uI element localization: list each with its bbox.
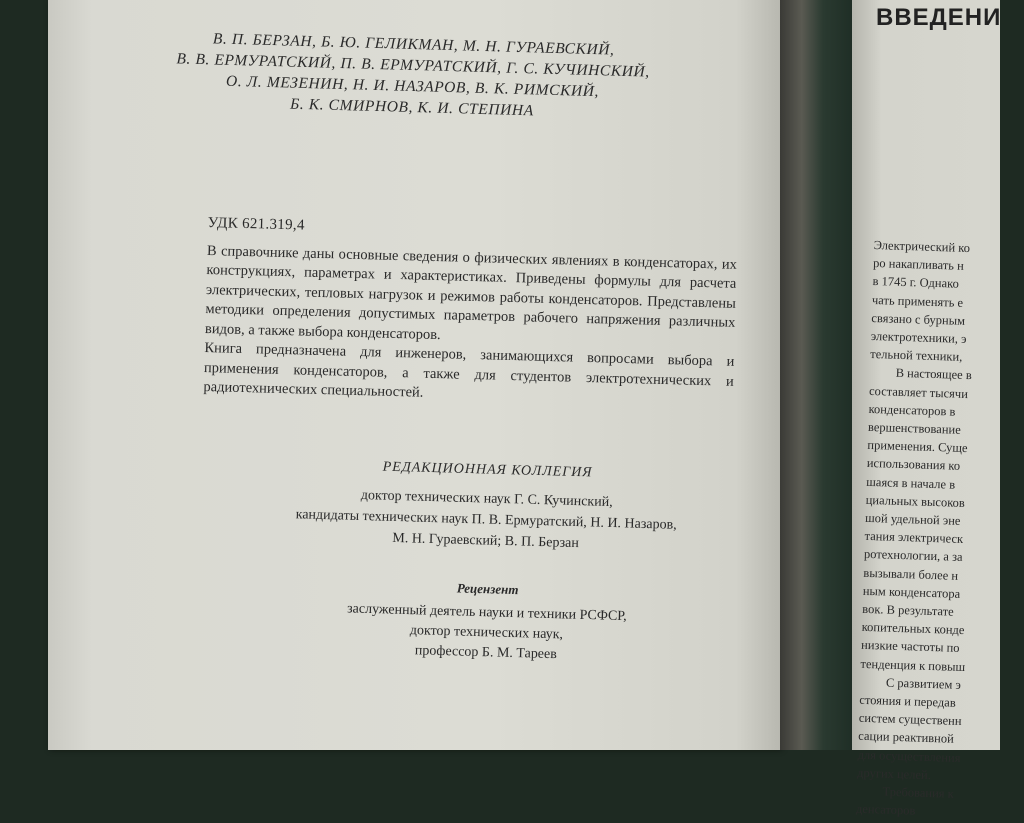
text-line: применения. Суще [867, 438, 968, 456]
chapter-title: ВВЕДЕНИ [876, 4, 1002, 31]
text-line: сации реактивной [858, 729, 954, 747]
text-line: тания электрическ [864, 529, 964, 547]
reviewer-line: заслуженный деятель науки и техники РСФСР, [346, 601, 627, 625]
author-line: Б. К. СМИРНОВ, К. И. СТЕПИНА [289, 95, 534, 120]
text-line: ро накапливать н [872, 256, 965, 274]
text-line: систем существенн [858, 711, 962, 729]
text-line: С развитием э [885, 675, 962, 692]
book-gutter [780, 0, 852, 750]
reviewer-line: доктор технических наук, [409, 623, 564, 643]
text-line: Требования к [882, 784, 954, 801]
text-line: чать применять е [871, 292, 964, 310]
text-line: электротехники, э [870, 328, 967, 346]
abstract-block [203, 214, 738, 411]
author-line: О. Л. МЕЗЕНИН, Н. И. НАЗАРОВ, В. К. РИМСКИЙ, [225, 72, 600, 101]
text-line: шаяся в начале в [866, 474, 956, 492]
text-line: тенденция к повыш [860, 656, 966, 674]
text-line: денсаторов [855, 802, 916, 818]
editorial-line: М. Н. Гураевский; В. П. Берзан [392, 530, 580, 552]
editorial-line: доктор технических наук Г. С. Кучинский, [360, 488, 613, 511]
author-line: В. П. БЕРЗАН, Б. Ю. ГЕЛИКМАН, М. Н. ГУРАЕВСКИЙ, [212, 30, 615, 59]
text-line: копительных конде [861, 620, 965, 638]
text-line: вершенствование [867, 419, 961, 437]
editorial-line: кандидаты технических наук П. В. Ермуратский, Н. И. Назаров, [295, 507, 677, 533]
text-line: конденсаторов в [868, 401, 956, 419]
reviewer-block [226, 572, 748, 670]
text-line: использования ко [866, 456, 961, 474]
author-line: В. В. ЕРМУРАТСКИЙ, П. В. ЕРМУРАТСКИЙ, Г. С. КУЧИНСКИЙ, [176, 50, 651, 81]
left-page [48, 0, 780, 750]
right-page-text [856, 236, 1024, 823]
text-line: низкие частоты по [860, 638, 960, 656]
text-line: циальных высоков [865, 492, 966, 510]
udk-code: УДК 621.319,4 [207, 214, 305, 234]
text-line: вок. В результате [862, 601, 954, 619]
abstract-paragraph: Книга предназначена для инженеров, занимающихся вопросами выбора и применения конденсаторов, а также для студентов электротехнических и радиотехнических специальностей. [203, 339, 735, 401]
text-line: составляет тысячи [868, 383, 969, 401]
editorial-heading: РЕДАКЦИОННАЯ КОЛЛЕГИЯ [382, 459, 593, 481]
author-list [46, 24, 780, 128]
text-line: тельной техники, [870, 347, 963, 365]
text-line: других целей. [856, 765, 932, 782]
right-page [852, 0, 1002, 818]
abstract-paragraph: В справочнике даны основные сведения о физических явлениях в конденсаторах, их конструкциях, параметрах и характеристиках. Приведены формулы для расчета электрических, тепловых нагрузок и режимов работы конденсаторов. Представлены методики определения допустимых параметров рабочего напряжения различных видов, а также выбора конденсаторов. [204, 242, 738, 343]
text-line: стояния и передав [859, 692, 956, 710]
text-line: ным конденсатора [862, 583, 961, 601]
text-line: в 1745 г. Однако [872, 274, 960, 292]
text-line: вызывали более н [863, 565, 959, 583]
editorial-board [215, 452, 757, 559]
reviewer-line: профессор Б. М. Тареев [414, 643, 558, 663]
text-line: ротехнологии, а за [863, 547, 963, 565]
reviewer-heading: Рецензент [456, 580, 519, 598]
text-line: для осуществления [857, 747, 961, 765]
text-line: В настоящее в [895, 366, 972, 383]
text-line: Электрический ко [873, 237, 971, 256]
text-line: связано с бурным [871, 310, 966, 328]
text-line: шой удельной эне [864, 510, 961, 528]
